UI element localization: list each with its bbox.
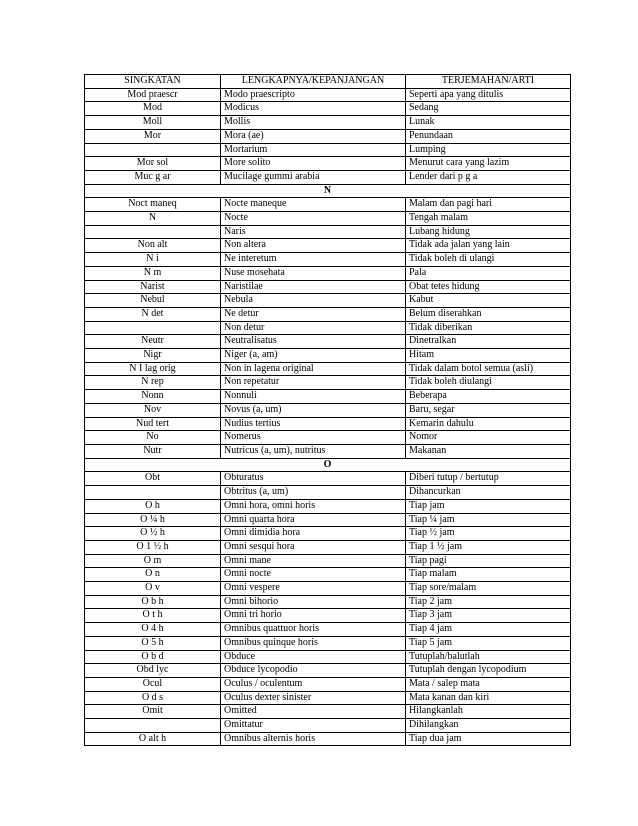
full-form-cell: Omni bihorio	[221, 595, 406, 609]
abbreviation-cell: O v	[85, 582, 221, 596]
abbreviation-cell: N	[85, 212, 221, 226]
abbreviation-cell: O 5 h	[85, 636, 221, 650]
abbreviation-cell	[85, 225, 221, 239]
meaning-cell: Baru, segar	[406, 403, 571, 417]
section-letter: O	[85, 458, 571, 472]
full-form-cell: Omnibus quattuor horis	[221, 623, 406, 637]
meaning-cell: Kemarin dahulu	[406, 417, 571, 431]
meaning-cell: Tidak dalam botol semua (asli)	[406, 362, 571, 376]
meaning-cell: Obat tetes hidung	[406, 280, 571, 294]
table-row	[85, 691, 571, 705]
table-row	[85, 239, 571, 253]
table-row	[85, 623, 571, 637]
full-form-cell: Nonnuli	[221, 390, 406, 404]
table-body	[85, 88, 571, 746]
full-form-cell: Mora (ae)	[221, 129, 406, 143]
table-row	[85, 102, 571, 116]
abbreviation-cell: O n	[85, 568, 221, 582]
abbreviation-cell: O ½ h	[85, 527, 221, 541]
full-form-cell: Omni quarta hora	[221, 513, 406, 527]
meaning-cell: Penundaan	[406, 129, 571, 143]
abbreviation-cell: Mod	[85, 102, 221, 116]
meaning-cell: Beberapa	[406, 390, 571, 404]
abbreviation-cell: Nud tert	[85, 417, 221, 431]
abbreviation-cell: Muc g ar	[85, 170, 221, 184]
table-row	[85, 527, 571, 541]
full-form-cell: Nebula	[221, 294, 406, 308]
meaning-cell: Hitam	[406, 349, 571, 363]
full-form-cell: Obduce lycopodio	[221, 664, 406, 678]
meaning-cell: Hilangkanlah	[406, 705, 571, 719]
meaning-cell: Dihancurkan	[406, 486, 571, 500]
table-row	[85, 609, 571, 623]
full-form-cell: Nocte maneque	[221, 198, 406, 212]
full-form-cell: Omitted	[221, 705, 406, 719]
meaning-cell: Tiap 1 ½ jam	[406, 540, 571, 554]
abbreviation-cell: O ¼ h	[85, 513, 221, 527]
meaning-cell: Tiap pagi	[406, 554, 571, 568]
table-row	[85, 403, 571, 417]
full-form-cell: Naristilae	[221, 280, 406, 294]
full-form-cell: Oculus dexter sinister	[221, 691, 406, 705]
abbreviation-cell	[85, 719, 221, 733]
meaning-cell: Tidak boleh di ulangi	[406, 253, 571, 267]
meaning-cell: Sedang	[406, 102, 571, 116]
abbreviation-cell: O alt h	[85, 732, 221, 746]
table-row	[85, 636, 571, 650]
full-form-cell: Non repetatur	[221, 376, 406, 390]
meaning-cell: Tiap malam	[406, 568, 571, 582]
full-form-cell: Modo praescripto	[221, 88, 406, 102]
meaning-cell: Dihilangkan	[406, 719, 571, 733]
table-row	[85, 143, 571, 157]
abbreviation-cell: Non alt	[85, 239, 221, 253]
table-row	[85, 88, 571, 102]
full-form-cell: Oculus / oculentum	[221, 677, 406, 691]
table-row	[85, 568, 571, 582]
abbreviation-cell: N det	[85, 307, 221, 321]
full-form-cell: Niger (a, am)	[221, 349, 406, 363]
header-row	[85, 75, 571, 89]
abbreviation-cell	[85, 321, 221, 335]
table-row	[85, 582, 571, 596]
table-row	[85, 116, 571, 130]
abbreviation-cell: Mor	[85, 129, 221, 143]
full-form-cell: Omni nocte	[221, 568, 406, 582]
abbreviation-cell: Nebul	[85, 294, 221, 308]
abbreviation-cell: Ocul	[85, 677, 221, 691]
table-row	[85, 540, 571, 554]
table-row	[85, 307, 571, 321]
full-form-cell: Omnibus alternis horis	[221, 732, 406, 746]
meaning-cell: Tiap jam	[406, 499, 571, 513]
meaning-cell: Tutuplah dengan lycopodium	[406, 664, 571, 678]
table-row	[85, 294, 571, 308]
full-form-cell: Neutralisatus	[221, 335, 406, 349]
meaning-cell: Lender dari p g a	[406, 170, 571, 184]
abbreviation-cell: Nutr	[85, 444, 221, 458]
full-form-cell: Nudius tertius	[221, 417, 406, 431]
abbreviation-table	[84, 74, 571, 746]
table-row	[85, 444, 571, 458]
abbreviation-cell: Obt	[85, 472, 221, 486]
abbreviation-cell: Nonn	[85, 390, 221, 404]
meaning-cell: Diberi tutup / bertutup	[406, 472, 571, 486]
table-row	[85, 362, 571, 376]
table-row	[85, 212, 571, 226]
section-row	[85, 458, 571, 472]
meaning-cell: Seperti apa yang ditulis	[406, 88, 571, 102]
abbreviation-cell: Narist	[85, 280, 221, 294]
meaning-cell: Tiap 2 jam	[406, 595, 571, 609]
table-row	[85, 431, 571, 445]
table-row	[85, 499, 571, 513]
meaning-cell: Lunak	[406, 116, 571, 130]
full-form-cell: Mucilage gummi arabia	[221, 170, 406, 184]
full-form-cell: Nomerus	[221, 431, 406, 445]
full-form-cell: Mollis	[221, 116, 406, 130]
abbreviation-cell: Moll	[85, 116, 221, 130]
abbreviation-cell: Omit	[85, 705, 221, 719]
meaning-cell: Mata kanan dan kiri	[406, 691, 571, 705]
meaning-cell: Tiap 4 jam	[406, 623, 571, 637]
meaning-cell: Malam dan pagi hari	[406, 198, 571, 212]
table-row	[85, 390, 571, 404]
abbreviation-cell: O h	[85, 499, 221, 513]
meaning-cell: Tutuplah/balutlah	[406, 650, 571, 664]
full-form-cell: Nutricus (a, um), nutritus	[221, 444, 406, 458]
full-form-cell: Ne interetum	[221, 253, 406, 267]
header-terjemahan: TERJEMAHAN/ARTI	[406, 75, 571, 89]
abbreviation-cell: O 1 ½ h	[85, 540, 221, 554]
table-row	[85, 705, 571, 719]
section-letter: N	[85, 184, 571, 198]
full-form-cell: Non altera	[221, 239, 406, 253]
full-form-cell: Ne detur	[221, 307, 406, 321]
meaning-cell: Tiap 3 jam	[406, 609, 571, 623]
table-row	[85, 349, 571, 363]
meaning-cell: Tengah malam	[406, 212, 571, 226]
full-form-cell: Omni vespere	[221, 582, 406, 596]
table-row	[85, 472, 571, 486]
abbreviation-cell: O b h	[85, 595, 221, 609]
section-row	[85, 184, 571, 198]
meaning-cell: Tiap 5 jam	[406, 636, 571, 650]
header-lengkapnya: LENGKAPNYA/KEPANJANGAN	[221, 75, 406, 89]
full-form-cell: Omni hora, omni horis	[221, 499, 406, 513]
table-row	[85, 677, 571, 691]
meaning-cell: Tiap sore/malam	[406, 582, 571, 596]
meaning-cell: Mata / salep mata	[406, 677, 571, 691]
table-row	[85, 157, 571, 171]
abbreviation-cell: N rep	[85, 376, 221, 390]
meaning-cell: Tidak diberikan	[406, 321, 571, 335]
table-row	[85, 650, 571, 664]
meaning-cell: Lumping	[406, 143, 571, 157]
full-form-cell: Nuse mosehata	[221, 266, 406, 280]
meaning-cell: Dinetralkan	[406, 335, 571, 349]
abbreviation-cell: O d s	[85, 691, 221, 705]
table-row	[85, 321, 571, 335]
abbreviation-cell: N I lag orig	[85, 362, 221, 376]
meaning-cell: Tiap dua jam	[406, 732, 571, 746]
meaning-cell: Tidak boleh diulangi	[406, 376, 571, 390]
meaning-cell: Tiap ¼ jam	[406, 513, 571, 527]
table-row	[85, 335, 571, 349]
table-row	[85, 595, 571, 609]
full-form-cell: More solito	[221, 157, 406, 171]
full-form-cell: Omni tri horio	[221, 609, 406, 623]
abbreviation-cell: Mod praescr	[85, 88, 221, 102]
table-row	[85, 198, 571, 212]
abbreviation-cell: N i	[85, 253, 221, 267]
full-form-cell: Omnibus quinque horis	[221, 636, 406, 650]
table-row	[85, 554, 571, 568]
table-row	[85, 225, 571, 239]
full-form-cell: Novus (a, um)	[221, 403, 406, 417]
table-row	[85, 664, 571, 678]
abbreviation-cell: O 4 h	[85, 623, 221, 637]
full-form-cell: Omittatur	[221, 719, 406, 733]
abbreviation-cell: Nov	[85, 403, 221, 417]
full-form-cell: Omni sesqui hora	[221, 540, 406, 554]
full-form-cell: Omni mane	[221, 554, 406, 568]
table-row	[85, 513, 571, 527]
meaning-cell: Menurut cara yang lazim	[406, 157, 571, 171]
table-row	[85, 732, 571, 746]
full-form-cell: Obturatus	[221, 472, 406, 486]
table-row	[85, 417, 571, 431]
meaning-cell: Lubang hidung	[406, 225, 571, 239]
abbreviation-cell: Noct maneq	[85, 198, 221, 212]
abbreviation-cell	[85, 486, 221, 500]
abbreviation-cell: Mor sol	[85, 157, 221, 171]
abbreviation-cell: No	[85, 431, 221, 445]
meaning-cell: Nomor	[406, 431, 571, 445]
meaning-cell: Makanan	[406, 444, 571, 458]
meaning-cell: Kabut	[406, 294, 571, 308]
full-form-cell: Modicus	[221, 102, 406, 116]
abbreviation-cell: Neutr	[85, 335, 221, 349]
table-row	[85, 486, 571, 500]
table-row	[85, 253, 571, 267]
full-form-cell: Mortarium	[221, 143, 406, 157]
abbreviation-cell: O b d	[85, 650, 221, 664]
table-row	[85, 266, 571, 280]
full-form-cell: Naris	[221, 225, 406, 239]
meaning-cell: Pala	[406, 266, 571, 280]
abbreviation-cell: N m	[85, 266, 221, 280]
header-singkatan: SINGKATAN	[85, 75, 221, 89]
meaning-cell: Tiap ½ jam	[406, 527, 571, 541]
full-form-cell: Obtritus (a, um)	[221, 486, 406, 500]
table-row	[85, 280, 571, 294]
table-row	[85, 129, 571, 143]
abbreviation-cell	[85, 143, 221, 157]
abbreviation-cell: O t h	[85, 609, 221, 623]
meaning-cell: Tidak ada jalan yang lain	[406, 239, 571, 253]
table-row	[85, 170, 571, 184]
abbreviation-cell: Obd lyc	[85, 664, 221, 678]
full-form-cell: Obduce	[221, 650, 406, 664]
table-row	[85, 376, 571, 390]
full-form-cell: Nocte	[221, 212, 406, 226]
full-form-cell: Non detur	[221, 321, 406, 335]
table-row	[85, 719, 571, 733]
full-form-cell: Non in lagena original	[221, 362, 406, 376]
abbreviation-cell: Nigr	[85, 349, 221, 363]
meaning-cell: Belum diserahkan	[406, 307, 571, 321]
full-form-cell: Omni dimidia hora	[221, 527, 406, 541]
abbreviation-cell: O m	[85, 554, 221, 568]
